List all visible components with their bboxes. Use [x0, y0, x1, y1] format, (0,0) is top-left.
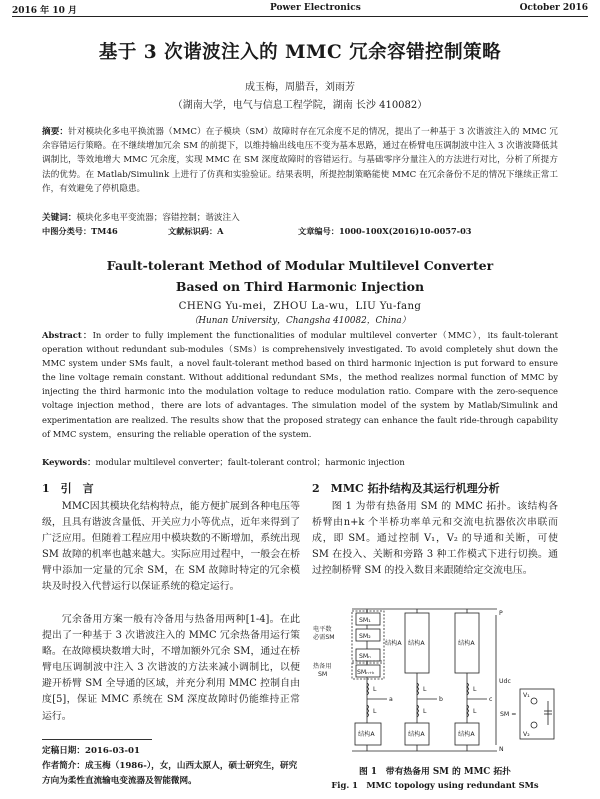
keywords-en	[42, 456, 558, 468]
section-1-paragraph-1: MMC因其模块化结构特点，能方便扩展到各种电压等级，且具有谐波含量低、开关应力小等优点，近年来得到了广泛应用。但随着工程应用中模块数的不断增加，系统出现 SM 故障的机率也越来越大。实际应用过程中，一般会在桥臂中添加一定量的冗余 SM，在 SM 故障时特定的冗余模块及时投入代替运行以保证系统的稳定运行。	[42, 501, 300, 593]
authors-cn: 成玉梅，周腊吾，刘雨芳	[245, 82, 355, 93]
figure-caption-en: Fig. 1 MMC topology using redundant SMs	[331, 780, 539, 790]
footnote	[42, 744, 300, 789]
affiliation-cn: （湖南大学，电气与信息工程学院，湖南 长沙 410082）	[172, 100, 428, 111]
switch-v1	[531, 698, 537, 704]
author-bio: 作者简介：成玉梅（1986-），女，山西太原人，硕士研究生，研究方向为柔性直流输电变流器及智能微网。	[42, 761, 298, 786]
abstract-en-text: In order to fully implement the functionalities of modular multilevel converter（MMC），its fault-tolerant operation without redundant sub-modules（SMs）is comprehensively investigated. To avoid completely shut down the MMC system under SMs fault，a novel fault-tolerant method based on third harmonic injection is put forward to ensure the line voltage remain constant. Without additional redundant SMs，the method realizes normal function of MMC by injecting the third harmonic into the modulation voltage to reduce modulation ratio. Compare with the zero-sequence voltage injection method，there are lots of advantages. The simulation model of the system by Matlab/Simulink and experimentation are realized. The results show that the proposed strategy can enhance the fault ride-through capability of MMC system，ensuring the reliable operation of the system.	[42, 330, 558, 439]
label-smnk: SMₙ₊ₖ	[357, 669, 375, 676]
keywords-cn-text: 模块化多电平变流器；容错控制；谐波注入	[76, 213, 240, 223]
authors-en: CHENG Yu-mei，ZHOU La-wu，LIU Yu-fang	[178, 301, 422, 312]
label-l-c-upper: L	[473, 686, 477, 693]
label-l-c-lower: L	[473, 708, 477, 715]
section-2-paragraph-1: 图 1 为带有热备用 SM 的 MMC 拓扑。该结构各桥臂由n+k 个半桥功率单元和交流电抗器依次串联而成，即 SM。通过控制 V₁，V₂ 的导通和关断，可使 SM 在投入、关断和旁路 3 种工作模式下进行切换。通过控制桥臂 SM 的投入数目来跟随给定交流电压。	[312, 501, 558, 577]
label-module-b-lower: 结构A	[408, 731, 425, 738]
page-title-cn: 基于 3 次谐波注入的 MMC 冗余容错控制策略	[98, 42, 502, 63]
label-sm-eq: SM =	[500, 711, 517, 718]
received-date: 定稿日期：2016-03-01	[42, 746, 140, 756]
label-module-c-upper: 结构A	[458, 640, 475, 647]
label-l-b-upper: L	[423, 686, 427, 693]
label-v2: V₂	[523, 731, 530, 738]
label-normal-1: 电平数	[313, 626, 332, 633]
abstract-cn	[42, 125, 558, 196]
abstract-cn-text: 针对模块化多电平换流器（MMC）在子模块（SM）故障时存在冗余度不足的情况，提出了一种基于 3 次谐波注入的 MMC 冗余容错运行策略。在不继续增加冗余 SM 的前提下，以维持输出线电压不变为基本思路，通过在桥臂电压调制波中注入 3 次谐波降低其调制比，等效地增大 MMC 冗余度，实现 MMC 在 SM 深度故障时的容错运行。与基础零序分量注入的方法进行对比，分析了所提方法的优势。在 Matlab/Simulink 上进行了仿真和实验验证。结果表明，所提控制策略能使 MMC 在冗余备份不足的情况下继续正常工作，有效避免了停机隐患。	[42, 127, 558, 194]
document-code: 文献标识码：A	[168, 226, 224, 236]
keywords-en-label: Keywords：	[42, 457, 96, 467]
abstract-en-label: Abstract：	[42, 330, 93, 340]
switch-v2	[531, 722, 537, 728]
keywords-en-text: modular multilevel converter；fault-tolerant control；harmonic injection	[95, 457, 405, 467]
label-p: P	[499, 610, 503, 617]
page-title-en	[0, 255, 600, 297]
label-module-b-upper: 结构A	[408, 640, 425, 647]
label-phase-a: a	[389, 696, 393, 703]
keywords-cn-label: 关键词：	[42, 213, 77, 223]
mmc-topology-figure	[312, 605, 558, 755]
abstract-en	[42, 328, 558, 441]
label-module-a-upper: 结构A	[385, 640, 402, 647]
label-normal-2: 必需SM	[313, 634, 335, 641]
header-journal: Power Electronics	[270, 3, 361, 13]
label-udc: Udc	[499, 678, 511, 685]
title-en-line-1: Fault-tolerant Method of Modular Multilevel Converter	[106, 258, 494, 273]
affiliation-en: （Hunan University，Changsha 410082，China）	[189, 316, 411, 326]
label-module-c-lower: 结构A	[458, 731, 475, 738]
clc-number: 中图分类号：TM46	[42, 226, 118, 236]
label-n: N	[499, 746, 504, 753]
keywords-cn	[42, 211, 558, 223]
label-sm2: SM₂	[359, 633, 371, 640]
label-l-a-upper: L	[373, 686, 377, 693]
label-smn: SMₙ	[359, 653, 371, 660]
title-en-line-2: Based on Third Harmonic Injection	[175, 279, 425, 294]
figure-caption-cn: 图 1 带有热备用 SM 的 MMC 拓扑	[359, 767, 511, 777]
footnote-divider	[42, 739, 152, 740]
section-1-paragraph-2: 冗余备用方案一般有冷备用与热备用两种[1-4]。在此提出了一种基于 3 次谐波注入的 MMC 冗余热备用运行策略。在故障模块数增大时，不增加额外冗余 SM，通过在桥臂电压调制波中注入 3 次谐波的方法来减小调制比，以便避开桥臂 SM 全导通的区域，并充分利用 MMC 控制自由度[5]，保证 MMC 系统在 SM 深度故障时仍能维持正常运行。	[42, 614, 300, 722]
section-2-heading: 2 MMC 拓扑结构及其运行机理分析	[312, 482, 500, 495]
label-l-b-lower: L	[423, 708, 427, 715]
article-number: 文章编号：1000-100X(2016)10-0057-03	[298, 226, 472, 236]
label-phase-c: c	[489, 696, 493, 703]
header-date-en: October 2016	[519, 3, 588, 13]
running-header	[12, 2, 588, 17]
label-module-a-lower: 结构A	[358, 731, 375, 738]
label-sm1: SM₁	[359, 617, 371, 624]
label-phase-b: b	[439, 696, 443, 703]
header-date-cn: 2016 年 10 月	[12, 6, 77, 16]
label-l-a-lower: L	[373, 708, 377, 715]
label-v1: V₁	[523, 692, 530, 699]
section-1-heading: 1 引 言	[42, 482, 94, 495]
label-hot-2: SM	[318, 671, 328, 678]
abstract-cn-label: 摘要：	[42, 127, 69, 137]
label-hot-1: 热备用	[313, 663, 332, 670]
